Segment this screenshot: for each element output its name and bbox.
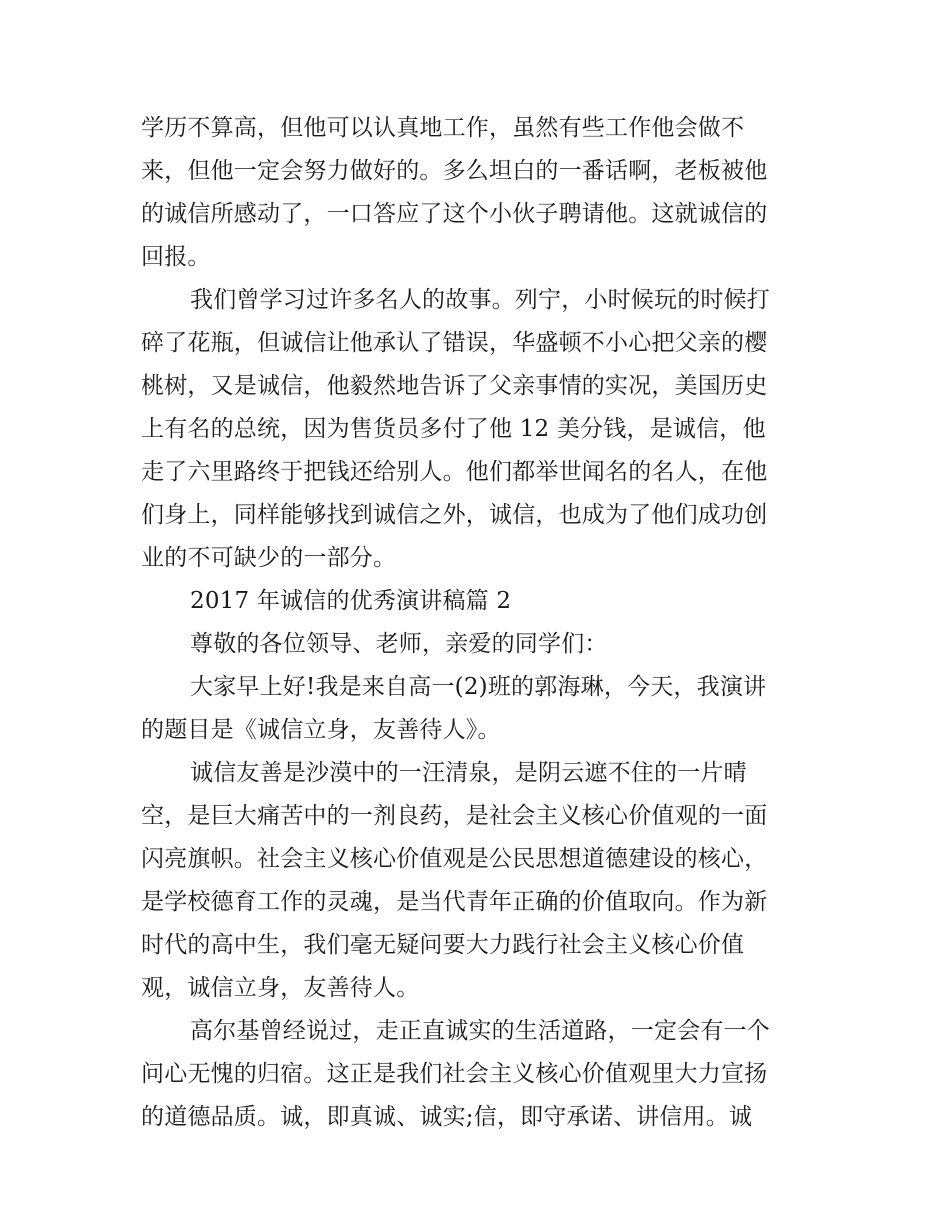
text-line: 业的不可缺少的一部分。: [141, 545, 397, 571]
text-line: 桃树，又是诚信，他毅然地告诉了父亲事情的实况，美国历史: [141, 373, 768, 399]
section-heading: 2017 年诚信的优秀演讲稿篇 2: [190, 588, 512, 614]
paragraph-first-line: 诚信友善是沙漠中的一汪清泉，是阴云遮不住的一片晴: [190, 760, 747, 786]
text-line: 上有名的总统，因为售货员多付了他 12 美分钱，是诚信，他: [141, 416, 766, 442]
text-line: 们身上，同样能够找到诚信之外，诚信，也成为了他们成功创: [141, 502, 768, 528]
text-line: 的道德品质。诚，即真诚、诚实;信，即守承诺、讲信用。诚: [141, 1104, 753, 1130]
salutation: 尊敬的各位领导、老师，亲爱的同学们：: [190, 631, 608, 657]
text-line: 来，但他一定会努力做好的。多么坦白的一番话啊，老板被他: [141, 158, 768, 184]
text-line: 走了六里路终于把钱还给别人。他们都举世闻名的名人，在他: [141, 459, 768, 485]
text-line: 闪亮旗帜。社会主义核心价值观是公民思想道德建设的核心，: [141, 846, 768, 872]
text-line: 学历不算高，但他可以认真地工作，虽然有些工作他会做不: [141, 115, 745, 141]
text-line: 碎了花瓶，但诚信让他承认了错误，华盛顿不小心把父亲的樱: [141, 330, 768, 356]
paragraph-first-line: 高尔基曾经说过，走正直诚实的生活道路，一定会有一个: [190, 1018, 770, 1044]
text-line: 时代的高中生，我们毫无疑问要大力践行社会主义核心价值: [141, 932, 745, 958]
text-line: 是学校德育工作的灵魂，是当代青年正确的价值取向。作为新: [141, 889, 768, 915]
text-line: 问心无愧的归宿。这正是我们社会主义核心价值观里大力宣扬: [141, 1061, 768, 1087]
paragraph-first-line: 我们曾学习过许多名人的故事。列宁，小时候玩的时候打: [190, 287, 770, 313]
text-line: 的诚信所感动了，一口答应了这个小伙子聘请他。这就诚信的: [141, 201, 768, 227]
text-line: 观，诚信立身，友善待人。: [141, 975, 420, 1001]
text-line: 的题目是《诚信立身，友善待人》。: [141, 717, 501, 743]
text-line: 空，是巨大痛苦中的一剂良药，是社会主义核心价值观的一面: [141, 803, 768, 829]
text-line: 回报。: [141, 244, 211, 270]
paragraph-first-line: 大家早上好!我是来自高一(2)班的郭海琳，今天，我演讲: [190, 674, 767, 700]
